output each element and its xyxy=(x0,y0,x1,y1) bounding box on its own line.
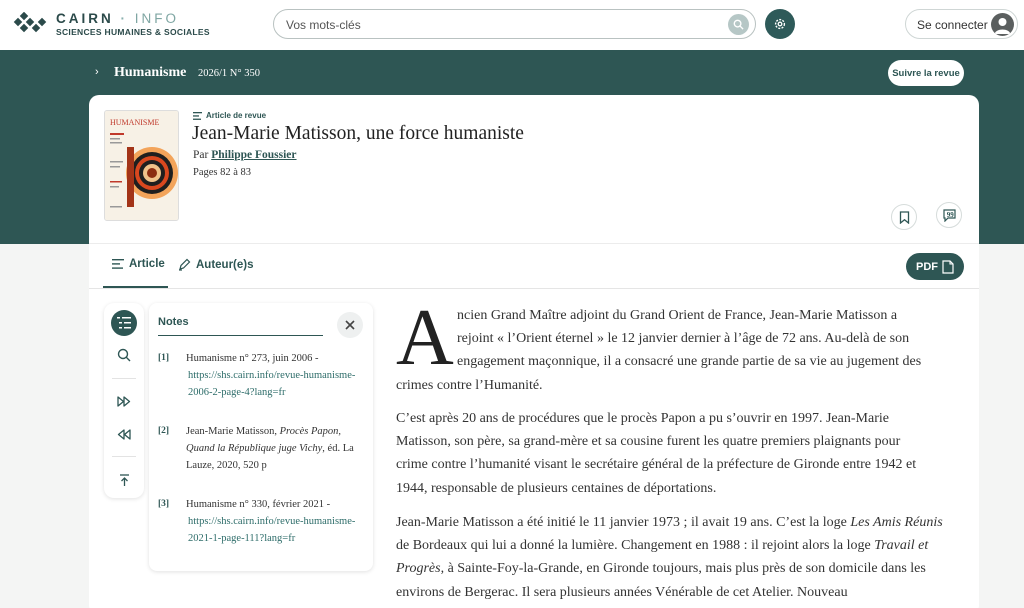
top-bar xyxy=(0,0,1024,50)
article-author: Par Philippe Foussier xyxy=(193,149,297,161)
file-pdf-icon xyxy=(942,260,954,274)
previous-section-button[interactable] xyxy=(111,421,137,447)
pen-icon xyxy=(178,258,191,271)
back-to-top-button[interactable] xyxy=(111,467,137,493)
notes-title-underline xyxy=(158,335,323,336)
logo-title: CAIRN · INFO xyxy=(56,11,180,26)
search-icon xyxy=(733,19,744,30)
close-notes-button[interactable] xyxy=(337,312,363,338)
search-icon xyxy=(117,348,131,362)
journal-issue: 2026/1 N° 350 xyxy=(198,68,260,79)
journal-name[interactable]: Humanisme xyxy=(114,65,187,80)
next-section-button[interactable] xyxy=(111,388,137,414)
search-input[interactable] xyxy=(286,16,706,34)
chevron-right-icon[interactable]: › xyxy=(95,66,99,78)
journal-cover[interactable] xyxy=(104,110,179,221)
quote-icon xyxy=(943,209,956,222)
cite-button[interactable] xyxy=(936,202,962,228)
login-button[interactable] xyxy=(905,9,1018,39)
lines-icon xyxy=(112,259,124,269)
bookmark-button[interactable] xyxy=(891,204,917,230)
article-type: Article de revue xyxy=(193,111,266,120)
note-link[interactable]: https://shs.cairn.info/revue-humanisme-2006-2-page-4?lang=fr xyxy=(188,370,356,398)
notes-title: Notes xyxy=(158,316,189,328)
note-item: [2] Jean-Marie Matisson, Procès Papon, Quand la République juge Vichy, éd. La Lauze, 2020, 520 p xyxy=(158,423,363,479)
logo-mark-icon xyxy=(12,12,50,38)
note-number[interactable]: [2] xyxy=(158,426,170,436)
search-button[interactable] xyxy=(728,14,749,35)
note-item: [1] Humanisme n° 273, juin 2006 - https://shs.cairn.info/revue-humanisme-2006-2-page-4?lang=fr xyxy=(158,350,363,402)
paragraph-2: C’est après 20 ans de procédures que le procès Papon a pu s’ouvrir en 1997. Jean-Marie Matisson, son père, sa grand-mère et sa cousine furent les quatre premiers plaignants pour crime contre l’humanité visant le secrétaire général de la préfecture de Gironde entre 1942 et 1944, responsable de plusieurs centaines de déportations. xyxy=(396,411,917,496)
user-icon xyxy=(991,13,1014,36)
card-divider xyxy=(89,243,979,244)
pdf-download-button[interactable]: PDF xyxy=(906,253,964,280)
follow-journal-button[interactable]: Suivre la revue xyxy=(888,60,964,86)
note-number[interactable]: [3] xyxy=(158,499,170,509)
bookmark-icon xyxy=(899,211,910,224)
note-item: [3] Humanisme n° 330, février 2021 - https://shs.cairn.info/revue-humanisme-2021-1-page-111?lang=fr xyxy=(158,496,363,548)
fast-forward-icon xyxy=(117,396,131,407)
tabs-divider xyxy=(89,288,979,289)
paragraph-3: Jean-Marie Matisson a été initié le 11 janvier 1973 ; il avait 19 ans. C’est la loge Les Amis Réunis de Bordeaux qui lui a donné la lumière. Changement en 1988 : il rejoint alors la loge Travail et Progrès, à Sainte-Foy-la-Grande, en Gironde toujours, mais plus près de son domicile dans les environs de Bergerac. Il sera plusieurs années Vénérable de cet Atelier. Nouveau xyxy=(396,515,943,600)
search-bar xyxy=(273,9,756,39)
close-icon xyxy=(345,320,355,330)
lines-icon xyxy=(193,112,202,120)
drop-cap: A xyxy=(396,294,454,382)
gear-icon xyxy=(773,17,787,31)
settings-button[interactable] xyxy=(765,9,795,39)
toc-button[interactable] xyxy=(111,310,137,336)
cover-title: HUMANISME xyxy=(110,118,160,127)
rewind-icon xyxy=(117,429,131,440)
login-label: Se connecter xyxy=(917,18,988,32)
list-tree-icon xyxy=(117,317,131,329)
tab-authors[interactable]: Auteur(e)s xyxy=(178,258,254,271)
svg-text:99: 99 xyxy=(946,210,954,219)
article-title: Jean-Marie Matisson, une force humaniste xyxy=(192,123,524,144)
logo-subtitle: SCIENCES HUMAINES & SOCIALES xyxy=(56,27,210,37)
notes-panel xyxy=(149,303,373,571)
cairn-logo[interactable] xyxy=(12,10,210,42)
paragraph-1: ncien Grand Maître adjoint du Grand Orient de France, Jean-Marie Matisson a rejoint « l’Orient éternel » le 12 janvier dernier à l’âge de 72 ans. Au-delà de son engagement maçonnique, il a consacré une grande partie de sa vie au jugement des crimes contre l’Humanité. xyxy=(396,308,922,393)
article-pages: Pages 82 à 83 xyxy=(193,167,252,178)
reader-toolbar xyxy=(104,303,144,498)
arrow-up-icon xyxy=(119,474,130,487)
note-number[interactable]: [1] xyxy=(158,353,170,363)
toolbar-divider xyxy=(112,456,136,457)
author-link[interactable]: Philippe Foussier xyxy=(211,149,297,161)
note-link[interactable]: https://shs.cairn.info/revue-humanisme-2021-1-page-111?lang=fr xyxy=(188,516,356,544)
search-in-article-button[interactable] xyxy=(111,342,137,368)
tab-article[interactable]: Article xyxy=(112,258,165,270)
toolbar-divider xyxy=(112,378,136,379)
